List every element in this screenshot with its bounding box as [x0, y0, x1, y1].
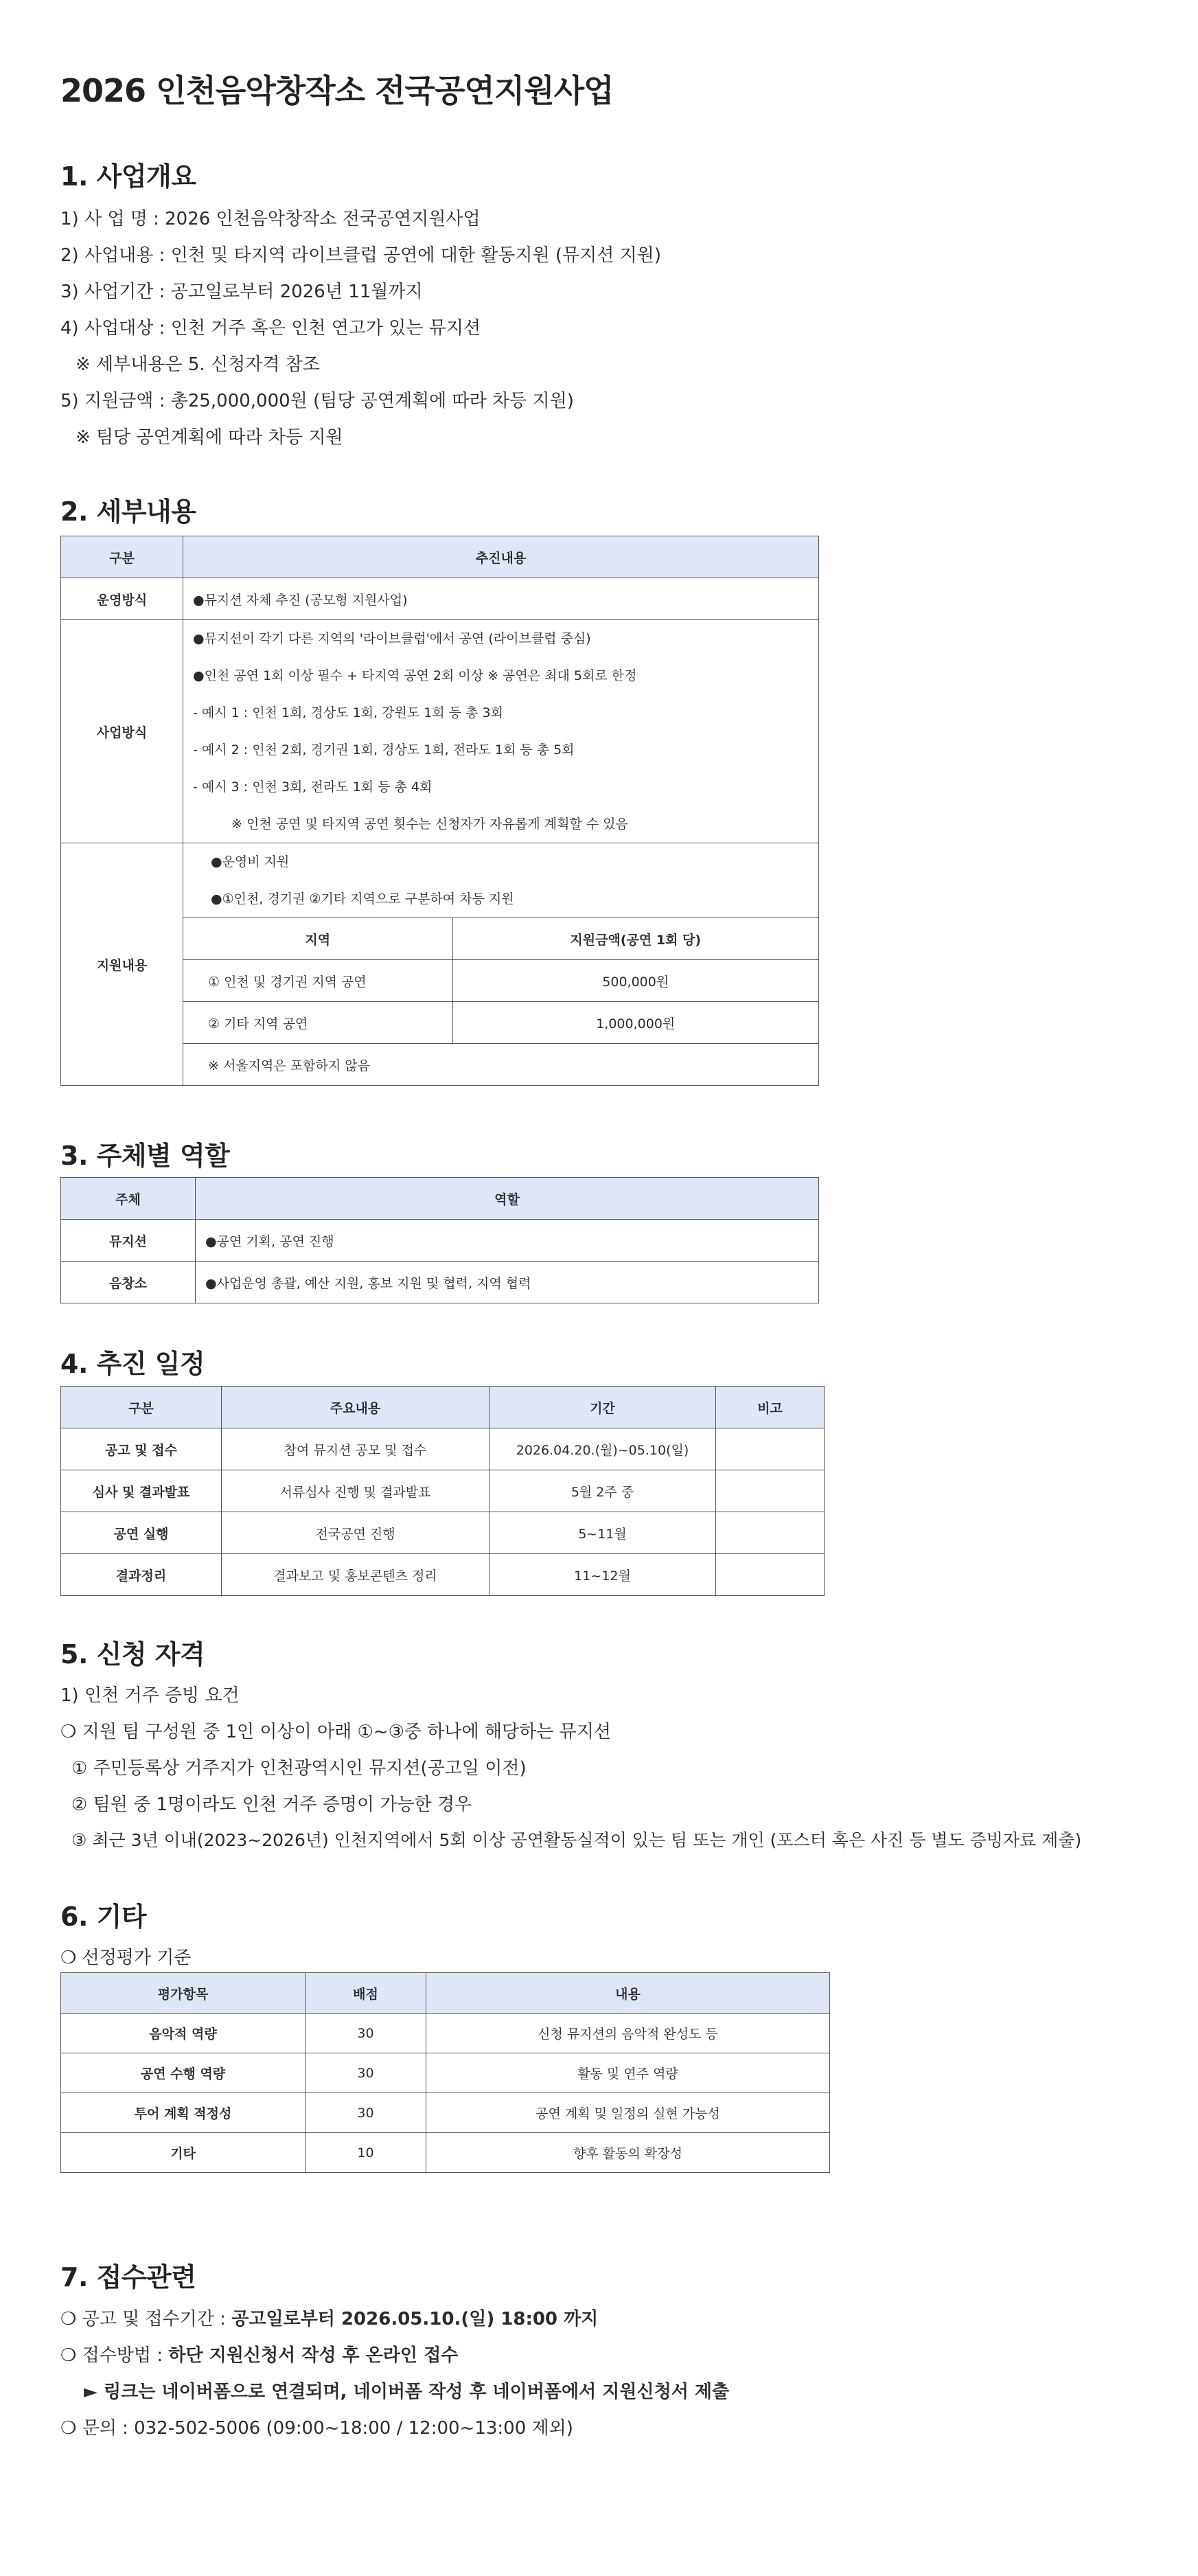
application-method-label: ❍ 접수방법 : — [60, 2345, 169, 2366]
section-3-heading: 3. 주체별 역할 — [60, 1141, 230, 1171]
overview-line: 3) 사업기간 : 공고일로부터 2026년 11월까지 — [60, 282, 423, 302]
table-row — [61, 2053, 830, 2093]
support-lines — [183, 843, 818, 917]
table-row — [61, 578, 819, 620]
criterion-description: 신청 뮤지션의 음악적 완성도 등 — [426, 2014, 830, 2053]
amount-cell: 1,000,000원 — [452, 1002, 818, 1044]
table-row — [61, 1470, 825, 1512]
eligibility-line: 1) 인천 거주 증빙 요건 — [60, 1685, 240, 1706]
contact-line: ❍ 문의 : 032-502-5006 (09:00~18:00 / 12:00~13:00 제외) — [60, 2418, 573, 2439]
overview-note: ※ 세부내용은 5. 신청자격 참조 — [76, 354, 320, 375]
method-example: - 예시 3 : 인천 3회, 전라도 1회 등 총 4회 — [193, 779, 433, 795]
criterion: 투어 계획 적정성 — [61, 2093, 306, 2133]
amount-cell: 500,000원 — [452, 960, 818, 1002]
row-label: 사업방식 — [61, 620, 183, 843]
column-header: 비고 — [716, 1387, 825, 1428]
table-row — [61, 1512, 825, 1554]
application-link-text: ► 링크는 네이버폼으로 연결되며, 네이버폼 작성 후 네이버폼에서 지원신청서 제출 — [84, 2382, 730, 2402]
column-header: 지원금액(공연 1회 당) — [452, 918, 818, 960]
section-1-heading: 1. 사업개요 — [60, 161, 196, 192]
support-amount-table — [183, 917, 818, 1085]
section-4-heading: 4. 추진 일정 — [60, 1349, 205, 1379]
column-header: 주체 — [61, 1178, 196, 1220]
eligibility-item: ① 주민등록상 거주지가 인천광역시인 뮤지션(공고일 이전) — [71, 1758, 527, 1779]
criterion-description: 활동 및 연주 역량 — [426, 2053, 830, 2093]
method-line: ●인천 공연 1회 이상 필수 + 타지역 공연 2회 이상 ※ 공연은 최대 5회로 한정 — [193, 668, 637, 683]
role-description: ●사업운영 총괄, 예산 지원, 홍보 지원 및 협력, 지역 협력 — [196, 1262, 819, 1303]
table-row — [61, 1220, 819, 1262]
row-content — [183, 620, 819, 843]
table-row — [183, 1002, 818, 1044]
criterion-description: 향후 활동의 확장성 — [426, 2133, 830, 2173]
column-header: 배점 — [306, 1973, 426, 2014]
role-description: ●공연 기획, 공연 진행 — [196, 1220, 819, 1262]
region-cell: ② 기타 지역 공연 — [183, 1002, 452, 1044]
schedule-period: 2026.04.20.(월)~05.10(일) — [489, 1428, 716, 1470]
table-row — [61, 843, 819, 1086]
application-link-note — [84, 2378, 729, 2403]
column-header: 기간 — [489, 1387, 716, 1428]
eligibility-item: ③ 최근 3년 이내(2023~2026년) 인천지역에서 5회 이상 공연활동실적이 있는 팀 또는 개인 (포스터 혹은 사진 등 별도 증빙자료 제출) — [71, 1830, 1082, 1850]
roles-table — [60, 1177, 819, 1303]
role-subject: 음창소 — [61, 1262, 196, 1303]
criterion: 음악적 역량 — [61, 2014, 306, 2053]
row-label: 운영방식 — [61, 578, 183, 620]
table-row — [61, 2014, 830, 2053]
row-label: 지원내용 — [61, 843, 183, 1086]
row-content: ●뮤지션 자체 추진 (공모형 지원사업) — [183, 578, 819, 620]
schedule-content: 참여 뮤지션 공모 및 접수 — [222, 1428, 489, 1470]
support-line: ●운영비 지원 — [211, 854, 290, 869]
schedule-stage: 심사 및 결과발표 — [61, 1470, 222, 1512]
schedule-content: 서류심사 진행 및 결과발표 — [222, 1470, 489, 1512]
evaluation-table — [60, 1972, 830, 2173]
table-row — [183, 960, 818, 1002]
eligibility-item: ② 팀원 중 1명이라도 인천 거주 증명이 가능한 경우 — [71, 1794, 472, 1815]
region-cell: ① 인천 및 경기권 지역 공연 — [183, 960, 452, 1002]
table-row — [61, 1428, 825, 1470]
overview-line: 1) 사 업 명 : 2026 인천음악창작소 전국공연지원사업 — [60, 209, 481, 229]
table-row — [61, 1262, 819, 1303]
application-period-label: ❍ 공고 및 접수기간 : — [60, 2309, 232, 2329]
schedule-content: 전국공연 진행 — [222, 1512, 489, 1554]
method-note: ※ 인천 공연 및 타지역 공연 횟수는 신청자가 자유롭게 계획할 수 있음 — [231, 817, 628, 832]
section-5-heading: 5. 신청 자격 — [60, 1639, 205, 1669]
schedule-stage: 공연 실행 — [61, 1512, 222, 1554]
column-header: 역할 — [196, 1178, 819, 1220]
column-header: 평가항목 — [61, 1973, 306, 2014]
table-row — [61, 1554, 825, 1596]
schedule-note — [716, 1554, 825, 1596]
score: 10 — [306, 2133, 426, 2173]
score: 30 — [306, 2014, 426, 2053]
overview-line: 4) 사업대상 : 인천 거주 혹은 인천 연고가 있는 뮤지션 — [60, 318, 481, 339]
criterion-description: 공연 계획 및 일정의 실현 가능성 — [426, 2093, 830, 2133]
column-header: 지역 — [183, 918, 452, 960]
support-line: ●①인천, 경기권 ②기타 지역으로 구분하여 차등 지원 — [211, 891, 514, 907]
table-row — [61, 2093, 830, 2133]
method-line: ●뮤지션이 각기 다른 지역의 '라이브클럽'에서 공연 (라이브클럽 중심) — [193, 631, 591, 646]
schedule-note — [716, 1512, 825, 1554]
eligibility-line: ❍ 지원 팀 구성원 중 1인 이상이 아래 ①~③중 하나에 해당하는 뮤지션 — [60, 1722, 611, 1742]
application-method-value: 하단 지원신청서 작성 후 온라인 접수 — [168, 2345, 459, 2366]
table-row — [61, 620, 819, 843]
evaluation-subheading: ❍ 선정평가 기준 — [60, 1948, 192, 1968]
schedule-period: 5~11월 — [489, 1512, 716, 1554]
schedule-stage: 공고 및 접수 — [61, 1428, 222, 1470]
column-header: 추진내용 — [183, 536, 819, 578]
schedule-note — [716, 1470, 825, 1512]
section-7-heading: 7. 접수관련 — [60, 2262, 196, 2292]
section-6-heading: 6. 기타 — [60, 1902, 147, 1932]
score: 30 — [306, 2093, 426, 2133]
row-content — [183, 843, 819, 1086]
details-table — [60, 536, 819, 1086]
column-header: 구분 — [61, 1387, 222, 1428]
column-header: 구분 — [61, 536, 183, 578]
schedule-stage: 결과정리 — [61, 1554, 222, 1596]
column-header: 주요내용 — [222, 1387, 489, 1428]
method-example: - 예시 1 : 인천 1회, 경상도 1회, 강원도 1회 등 총 3회 — [193, 705, 503, 720]
schedule-table — [60, 1386, 825, 1596]
support-note: ※ 서울지역은 포함하지 않음 — [183, 1044, 818, 1086]
application-method — [60, 2341, 458, 2367]
schedule-note — [716, 1428, 825, 1470]
criterion: 공연 수행 역량 — [61, 2053, 306, 2093]
role-subject: 뮤지션 — [61, 1220, 196, 1262]
schedule-content: 결과보고 및 홍보콘텐츠 정리 — [222, 1554, 489, 1596]
overview-note: ※ 팀당 공연계획에 따라 차등 지원 — [76, 427, 343, 448]
table-header-row — [61, 536, 819, 578]
application-period-value: 공고일로부터 2026.05.10.(일) 18:00 까지 — [231, 2309, 599, 2329]
table-row — [61, 2133, 830, 2173]
method-example: - 예시 2 : 인천 2회, 경기권 1회, 경상도 1회, 전라도 1회 등 총 5회 — [193, 742, 575, 757]
score: 30 — [306, 2053, 426, 2093]
overview-line: 5) 지원금액 : 총25,000,000원 (팀당 공연계획에 따라 차등 지원) — [60, 391, 574, 411]
page-title: 2026 인천음악창작소 전국공연지원사업 — [60, 72, 614, 109]
schedule-period: 5월 2주 중 — [489, 1470, 716, 1512]
criterion: 기타 — [61, 2133, 306, 2173]
overview-line: 2) 사업내용 : 인천 및 타지역 라이브클럽 공연에 대한 활동지원 (뮤지션 지원) — [60, 245, 662, 266]
application-period — [60, 2305, 598, 2330]
column-header: 내용 — [426, 1973, 830, 2014]
schedule-period: 11~12월 — [489, 1554, 716, 1596]
section-2-heading: 2. 세부내용 — [60, 497, 196, 527]
